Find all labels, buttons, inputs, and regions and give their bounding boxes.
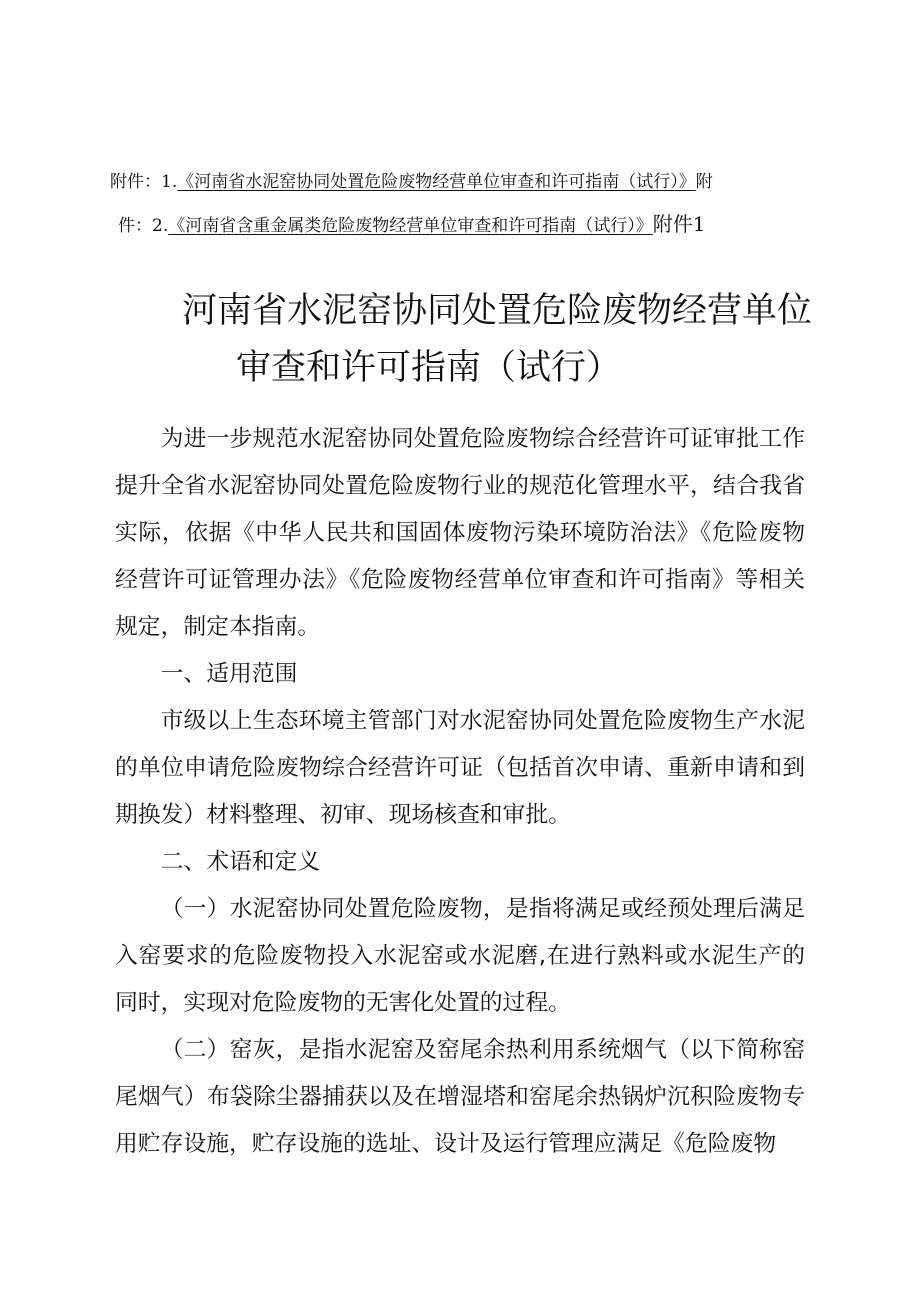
paragraph-term-2: （二）窑灰，是指水泥窑及窑尾余热利用系统烟气（以下简称窑尾烟气）布袋除尘器捕获以及在增湿塔和窑尾余热锅炉沉积险废物专用贮存设施，贮存设施的选址、设计及运行管理应满足《危险废物 (115, 1037, 805, 1157)
attachment-line-2 (118, 206, 838, 244)
section-heading-scope: 一、适用范围 (160, 661, 298, 687)
section-heading-terms: 二、术语和定义 (160, 849, 321, 875)
paragraph-intro: 为进一步规范水泥窑协同处置危险废物综合经营许可证审批工作提升全省水泥窑协同处置危险废物行业的规范化管理水平，结合我省实际，依据《中华人民共和国固体废物污染环境防治法》《危险废物经营许可证管理办法》《危险废物经营单位审查和许可指南》等相关规定，制定本指南。 (115, 426, 805, 640)
attachment-1-suffix: 附 (695, 172, 713, 192)
paragraph-term-1: （一）水泥窑协同处置危险废物，是指将满足或经预处理后满足入窑要求的危险废物投入水泥窑或水泥磨,在进行熟料或水泥生产的同时，实现对危险废物的无害化处置的过程。 (115, 896, 805, 1016)
document-title-line-2: 审查和许可指南（试行） (236, 348, 622, 388)
attachment-2-prefix: 件：2. (118, 216, 169, 236)
attachment-1-link[interactable]: 《河南省水泥窑协同处置危险废物经营单位审查和许可指南（试行）》 (177, 172, 696, 192)
attachment-2-suffix: 附件1 (652, 212, 706, 236)
document-title-line-1: 河南省水泥窑协同处置危险废物经营单位 (182, 291, 813, 331)
attachment-line-1 (110, 164, 830, 200)
attachment-2-link[interactable]: 《河南省含重金属类危险废物经营单位审查和许可指南（试行）》 (168, 216, 653, 236)
paragraph-scope: 市级以上生态环境主管部门对水泥窑协同处置危险废物生产水泥的单位申请危险废物综合经营许可证（包括首次申请、重新申请和到期换发）材料整理、初审、现场核查和审批。 (115, 708, 805, 828)
attachment-1-prefix: 附件：1. (110, 172, 178, 192)
document-body (115, 416, 805, 1168)
